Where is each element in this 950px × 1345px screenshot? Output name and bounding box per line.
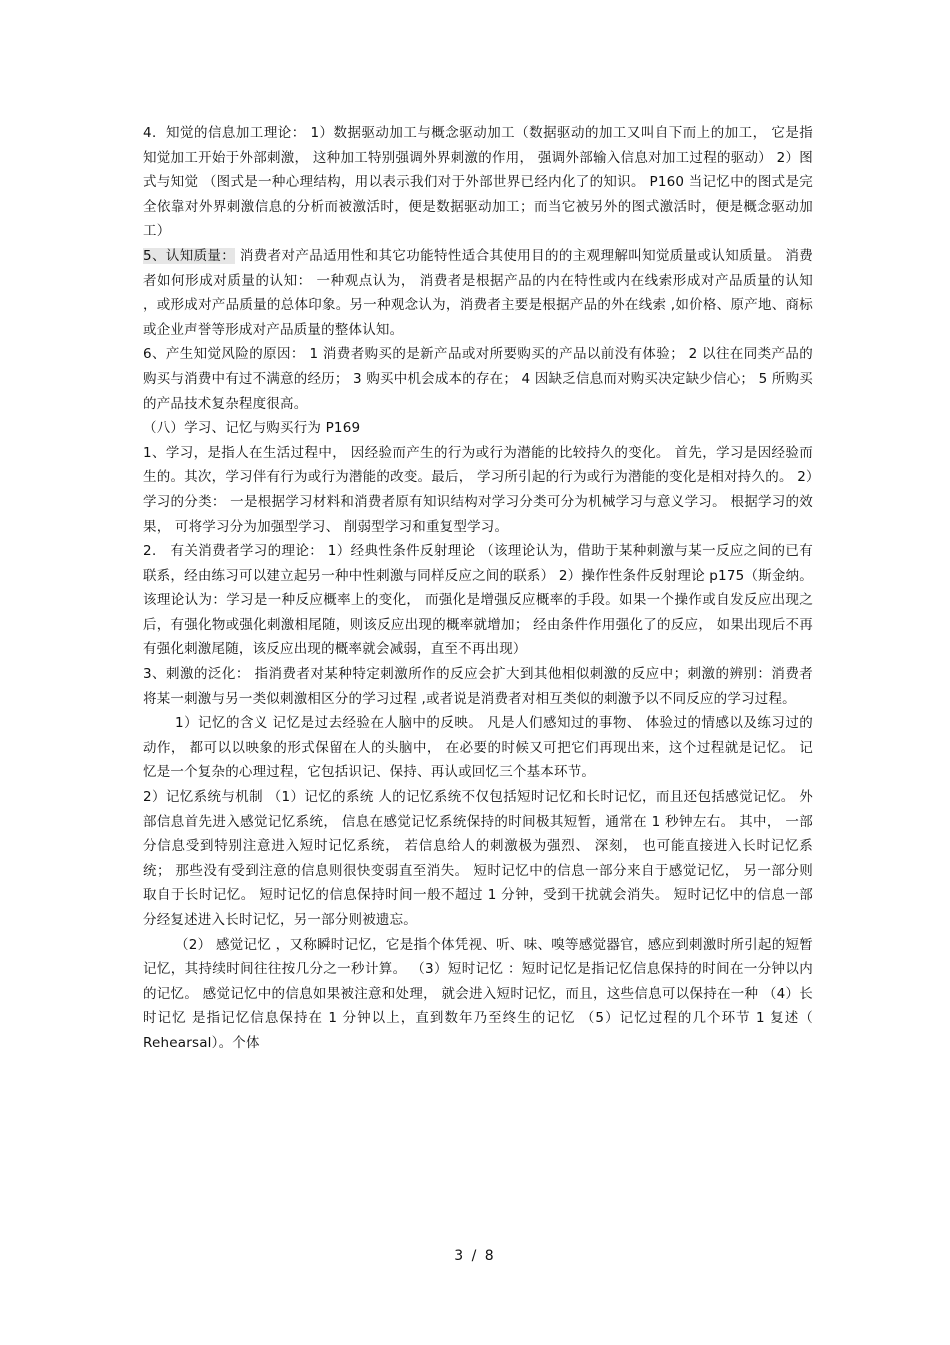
- paragraph-learning: [143, 441, 813, 539]
- document-body: [143, 121, 813, 1056]
- paragraph-text: 6、产生知觉风险的原因： 1 消费者购买的是新产品或对所要购买的产品以前没有体验； 2 以往在同类产品的购买与消费中有过不满意的经历； 3 购买中机会成本的存在； 4 因缺乏信息而对购买决定缺少信心； 5 所购买的产品技术复杂程度很高。: [143, 346, 813, 412]
- paragraph-perceived-risk: [143, 342, 813, 416]
- paragraph-text: 2）记忆系统与机制 （1）记忆的系统 人的记忆系统不仅包括短时记忆和长时记忆，而且还包括感觉记忆。 外部信息首先进入感觉记忆系统， 信息在感觉记忆系统保持的时间极其短暂，通常在 1 秒钟左右。 其中， 一部分信息受到特别注意进入短时记忆系统， 若信息给人的刺激极为强烈、 深刻， 也可能直接进入长时记忆系统； 那些没有受到注意的信息则很快变弱直至消失。 短时记忆中的信息一部分来自于感觉记忆， 另一部分则取自于长时记忆。 短时记忆的信息保持时间一般不超过 1 分钟，受到干扰就会消失。 短时记忆中的信息一部分经复述进入长时记忆，另一部分则被遗忘。: [143, 789, 813, 928]
- paragraph-text: 1、学习，是指人在生活过程中， 因经验而产生的行为或行为潜能的比较持久的变化。 首先，学习是因经验而生的。其次，学习伴有行为或行为潜能的改变。最后， 学习所引起的行为或行为潜能的变化是相对持久的。 2）学习的分类： 一是根据学习材料和消费者原有知识结构对学习分类可分为机械学习与意义学习。 根据学习的效果， 可将学习分为加强型学习、 削弱型学习和重复型学习。: [143, 444, 813, 535]
- paragraph-text: 1）记忆的含义 记忆是过去经验在人脑中的反映。 凡是人们感知过的事物、 体验过的情感以及练习过的动作， 都可以以映象的形式保留在人的头脑中， 在必要的时候又可把它们再现出来，这个过程就是记忆。 记忆是一个复杂的心理过程，它包括识记、保持、再认或回忆三个基本环节。: [143, 715, 813, 781]
- section-heading-text: （八）学习、记忆与购买行为 P169: [143, 420, 361, 437]
- paragraph-text: 4．知觉的信息加工理论： 1）数据驱动加工与概念驱动加工（数据驱动的加工又叫自下而上的加工， 它是指知觉加工开始于外部刺激， 这种加工特别强调外界刺激的作用， 强调外部输入信息对加工过程的驱动） 2）图式与知觉 （图式是一种心理结构，用以表示我们对于外部世界已经内化了的知识。 P160 当记忆中的图式是完全依靠对外界刺激信息的分析而被激活时，便是数据驱动加工；而当它被另外的图式激活时，便是概念驱动加工）: [143, 125, 813, 240]
- paragraph-text: （2） 感觉记忆 ，又称瞬时记忆，它是指个体凭视、听、味、嗅等感觉器官，感应到刺激时所引起的短暂记忆，其持续时间往往按几分之一秒计算。 （3）短时记忆 ：短时记忆是指记忆信息保持的时间在一分钟以内的记忆。 感觉记忆中的信息如果被注意和处理， 就会进入短时记忆，而且，这些信息可以保持在一种 （4）长时记忆 是指记忆信息保持在 1 分钟以上，直到数年乃至终生的记忆 （5）记忆过程的几个环节 1 复述（ Rehearsal）。个体: [143, 936, 813, 1051]
- paragraph-learning-theories: [143, 539, 813, 662]
- paragraph-perceived-quality: [143, 244, 813, 342]
- section-heading-learning-memory: [143, 416, 813, 441]
- paragraph-memory-meaning: [143, 711, 813, 785]
- highlighted-heading: 5、认知质量：: [143, 247, 236, 264]
- page-number: 3 / 8: [454, 1248, 496, 1264]
- paragraph-text: 3、刺激的泛化： 指消费者对某种特定刺激所作的反应会扩大到其他相似刺激的反应中；刺激的辨别：消费者将某一刺激与另一类似刺激相区分的学习过程 ,或者说是消费者对相互类似的刺激予以不同反应的学习过程。: [143, 666, 813, 707]
- paragraph-memory-system: [143, 785, 813, 933]
- paragraph-text: 消费者对产品适用性和其它功能特性适合其使用目的的主观理解叫知觉质量或认知质量。 消费者如何形成对质量的认知： 一种观点认为， 消费者是根据产品的内在特性或内在线索形成对产品质量的认知 ，或形成对产品质量的总体印象。另一种观念认为，消费者主要是根据产品的外在线索 ,如价格、原产地、商标或企业声誉等形成对产品质量的整体认知。: [143, 247, 813, 338]
- paragraph-stimulus-generalization: [143, 662, 813, 711]
- paragraph-perception-processing: [143, 121, 813, 244]
- paragraph-memory-types: [143, 933, 813, 1056]
- paragraph-text: 2． 有关消费者学习的理论： 1）经典性条件反射理论 （该理论认为，借助于某种刺激与某一反应之间的已有联系，经由练习可以建立起另一种中性刺激与同样反应之间的联系） 2）操作性条件反射理论 p175（斯金纳。该理论认为：学习是一种反应概率上的变化， 而强化是增强反应概率的手段。如果一个操作或自发反应出现之后，有强化物或强化刺激相尾随，则该反应出现的概率就增加； 经由条件作用强化了的反应， 如果出现后不再有强化刺激尾随，该反应出现的概率就会减弱，直至不再出现）: [143, 543, 813, 658]
